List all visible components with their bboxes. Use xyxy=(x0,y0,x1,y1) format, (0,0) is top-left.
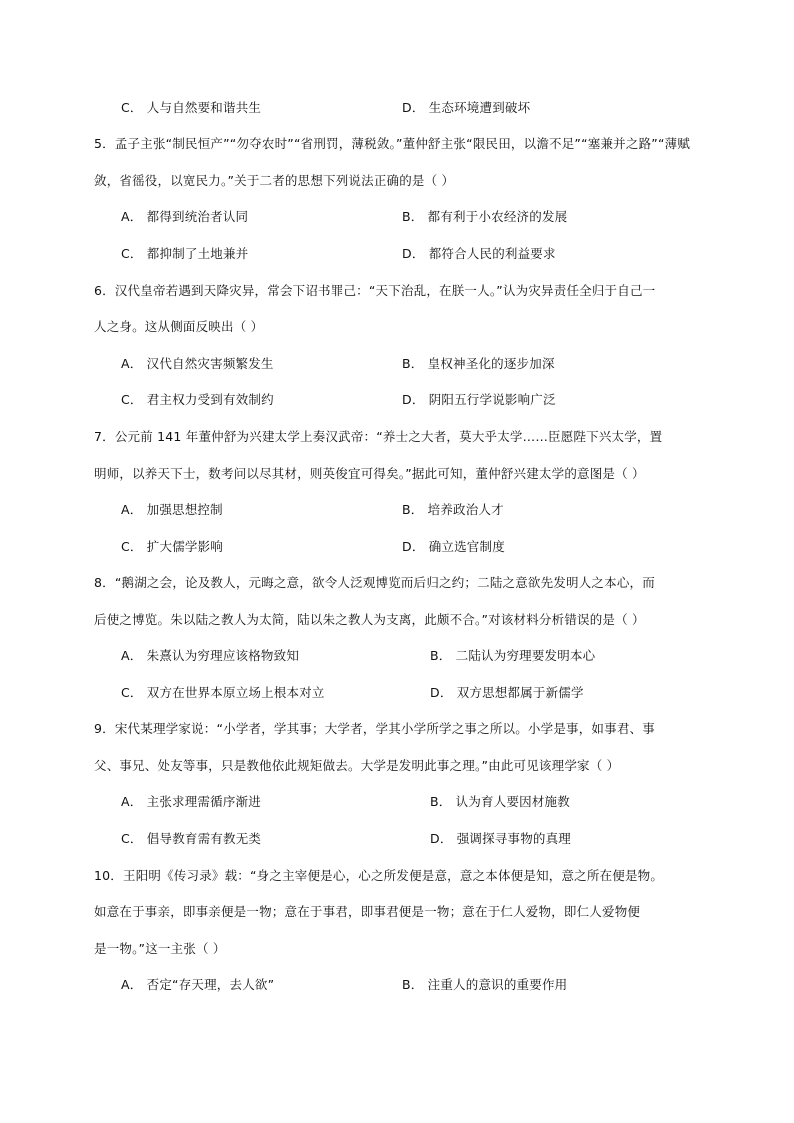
q8-option-c: C． 双方在世界本原立场上根本对立 xyxy=(121,685,325,700)
q4-option-d: D． 生态环境遭到破坏 xyxy=(402,100,531,115)
q6-option-d: D． 阴阳五行学说影响广泛 xyxy=(402,392,556,407)
q6-stem-line-2: 人之身。这从侧面反映出（ ） xyxy=(94,319,264,334)
q7-option-b: B． 培养政治人才 xyxy=(402,502,504,517)
q8-stem-line-2: 后使之博览。朱以陆之教人为太简，陆以朱之教人为支离，此颇不合。”对该材料分析错误的是（ ） xyxy=(94,612,645,627)
q8-stem-line-1: 8．“鹅湖之会，论及教人，元晦之意，欲令人泛观博览而后归之约；二陆之意欲先发明人之本心，而 xyxy=(94,575,655,590)
q10-option-a: A． 否定“存天理，去人欲” xyxy=(121,977,275,992)
q9-option-d: D． 强调探寻事物的真理 xyxy=(430,831,571,846)
q5-option-c: C． 都抑制了土地兼并 xyxy=(121,246,249,261)
q5-option-b: B． 都有利于小农经济的发展 xyxy=(402,209,568,224)
q7-option-c: C． 扩大儒学影响 xyxy=(121,539,224,554)
q5-stem-line-1: 5．孟子主张“制民恒产”“勿夺农时”“省刑罚，薄税敛。”董仲舒主张“限民田，以澹不足”“塞兼并之路”“薄赋 xyxy=(94,136,691,151)
q7-stem-line-1: 7．公元前 141 年董仲舒为兴建太学上奏汉武帝：“养士之大者，莫大乎太学……臣愿陛下兴太学，置 xyxy=(94,429,663,444)
q6-option-b: B． 皇权神圣化的逐步加深 xyxy=(402,356,555,371)
q5-option-a: A． 都得到统治者认同 xyxy=(121,209,249,224)
q8-option-b: B． 二陆认为穷理要发明本心 xyxy=(430,648,596,663)
q9-stem-line-1: 9．宋代某理学家说：“小学者，学其事；大学者，学其小学所学之事之所以。小学是事，如事君、事 xyxy=(94,721,655,736)
q10-stem-line-3: 是一物。”这一主张（ ） xyxy=(94,941,226,956)
q6-stem-line-1: 6．汉代皇帝若遇到天降灾异，常会下诏书罪己：“天下治乱，在朕一人。”认为灾异责任全归于自己一 xyxy=(94,283,656,298)
q5-option-d: D． 都符合人民的利益要求 xyxy=(402,246,556,261)
q6-option-a: A． 汉代自然灾害频繁发生 xyxy=(121,356,274,371)
q8-option-d: D． 双方思想都属于新儒学 xyxy=(430,685,584,700)
q4-option-c: C． 人与自然要和谐共生 xyxy=(121,100,262,115)
q6-option-c: C． 君主权力受到有效制约 xyxy=(121,392,274,407)
q10-stem-line-1: 10．王阳明《传习录》载：“身之主宰便是心，心之所发便是意，意之本体便是知，意之所在便是物。 xyxy=(94,868,664,883)
q5-stem-line-2: 敛，省徭役，以宽民力。”关于二者的思想下列说法正确的是（ ） xyxy=(94,173,455,188)
q8-option-a: A． 朱熹认为穷理应该格物致知 xyxy=(121,648,300,663)
q7-option-a: A． 加强思想控制 xyxy=(121,502,223,517)
q10-option-b: B． 注重人的意识的重要作用 xyxy=(402,977,568,992)
q7-option-d: D． 确立选官制度 xyxy=(402,539,505,554)
q9-stem-line-2: 父、事兄、处友等事，只是教他依此规矩做去。大学是发明此事之理。”由此可见该理学家（ ） xyxy=(94,758,620,773)
q10-stem-line-2: 如意在于事亲，即事亲便是一物；意在于事君，即事君便是一物；意在于仁人爱物，即仁人爱物便 xyxy=(94,904,641,919)
q9-option-c: C． 倡导教育需有教无类 xyxy=(121,831,262,846)
q7-stem-line-2: 明师，以养天下士，数考问以尽其材，则英俊宜可得矣。”据此可知，董仲舒兴建太学的意图是（ ） xyxy=(94,466,645,481)
q9-option-a: A． 主张求理需循序渐进 xyxy=(121,794,261,809)
q9-option-b: B． 认为育人要因材施教 xyxy=(430,794,570,809)
